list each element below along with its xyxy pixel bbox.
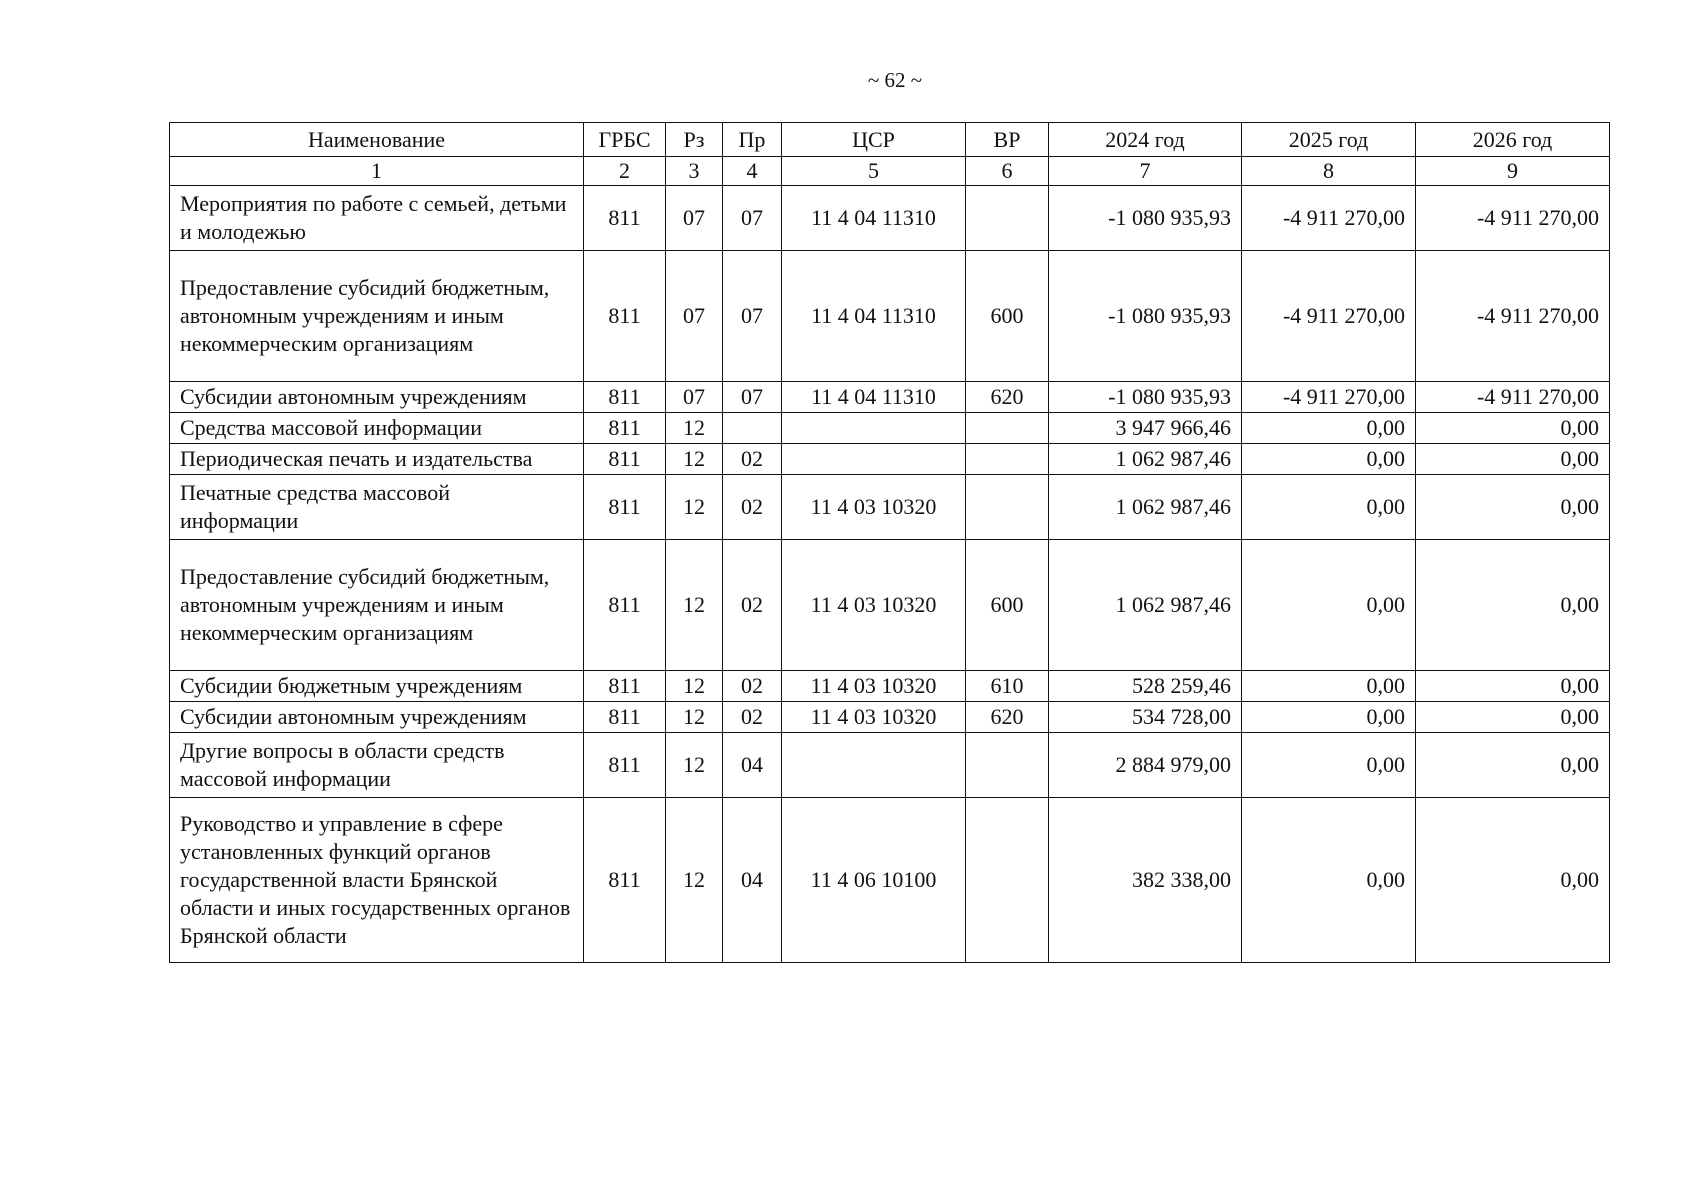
row-amount-2025: 0,00: [1242, 413, 1416, 444]
row-grbs: 811: [584, 671, 666, 702]
row-amount-2025: -4 911 270,00: [1242, 382, 1416, 413]
row-pr: 02: [723, 540, 782, 671]
row-rz: 12: [666, 475, 723, 540]
row-grbs: 811: [584, 382, 666, 413]
header-grbs: ГРБС: [584, 123, 666, 157]
row-amount-2026: 0,00: [1416, 540, 1610, 671]
table-row: [170, 413, 1610, 444]
row-amount-2025: 0,00: [1242, 444, 1416, 475]
header-2024: 2024 год: [1049, 123, 1242, 157]
row-amount-2026: 0,00: [1416, 702, 1610, 733]
row-name: Средства массовой информации: [170, 413, 584, 444]
row-vr: 620: [966, 382, 1049, 413]
row-amount-2024: -1 080 935,93: [1049, 186, 1242, 251]
column-number: 5: [782, 157, 966, 186]
row-grbs: 811: [584, 444, 666, 475]
row-pr: 02: [723, 702, 782, 733]
table-row: [170, 671, 1610, 702]
row-amount-2025: -4 911 270,00: [1242, 186, 1416, 251]
row-amount-2026: 0,00: [1416, 733, 1610, 798]
page-number: ~ 62 ~: [867, 68, 923, 92]
row-amount-2026: 0,00: [1416, 444, 1610, 475]
table-row: [170, 251, 1610, 382]
row-name: Руководство и управление в сфере установленных функций органов государственной власти Брянской области и иных государственных органов Брянской области: [170, 798, 584, 963]
row-amount-2026: -4 911 270,00: [1416, 186, 1610, 251]
row-amount-2025: 0,00: [1242, 540, 1416, 671]
row-amount-2025: 0,00: [1242, 702, 1416, 733]
column-number: 1: [170, 157, 584, 186]
row-grbs: 811: [584, 733, 666, 798]
row-name: Другие вопросы в области средств массовой информации: [170, 733, 584, 798]
row-vr: 620: [966, 702, 1049, 733]
row-pr: 02: [723, 475, 782, 540]
row-grbs: 811: [584, 475, 666, 540]
header-2025: 2025 год: [1242, 123, 1416, 157]
header-2026: 2026 год: [1416, 123, 1610, 157]
row-amount-2026: 0,00: [1416, 671, 1610, 702]
row-vr: [966, 413, 1049, 444]
table-row: [170, 382, 1610, 413]
row-name: Периодическая печать и издательства: [170, 444, 584, 475]
row-amount-2025: 0,00: [1242, 798, 1416, 963]
row-pr: 07: [723, 186, 782, 251]
row-rz: 12: [666, 798, 723, 963]
row-csr: 11 4 03 10320: [782, 540, 966, 671]
header-vr: ВР: [966, 123, 1049, 157]
column-number: 3: [666, 157, 723, 186]
row-rz: 12: [666, 702, 723, 733]
row-csr: [782, 413, 966, 444]
row-rz: 12: [666, 671, 723, 702]
row-grbs: 811: [584, 702, 666, 733]
row-amount-2024: 3 947 966,46: [1049, 413, 1242, 444]
row-name: Субсидии бюджетным учреждениям: [170, 671, 584, 702]
header-csr: ЦСР: [782, 123, 966, 157]
row-amount-2025: 0,00: [1242, 733, 1416, 798]
row-amount-2026: 0,00: [1416, 475, 1610, 540]
row-pr: 07: [723, 251, 782, 382]
row-csr: 11 4 04 11310: [782, 186, 966, 251]
row-pr: 04: [723, 733, 782, 798]
row-csr: 11 4 06 10100: [782, 798, 966, 963]
row-csr: 11 4 03 10320: [782, 671, 966, 702]
row-rz: 07: [666, 382, 723, 413]
row-vr: [966, 475, 1049, 540]
row-vr: [966, 798, 1049, 963]
table-row: [170, 186, 1610, 251]
row-rz: 12: [666, 413, 723, 444]
row-amount-2024: 528 259,46: [1049, 671, 1242, 702]
table-row: [170, 702, 1610, 733]
row-grbs: 811: [584, 798, 666, 963]
column-number: 6: [966, 157, 1049, 186]
table-row: [170, 475, 1610, 540]
row-name: Мероприятия по работе с семьей, детьми и молодежью: [170, 186, 584, 251]
row-amount-2024: 1 062 987,46: [1049, 475, 1242, 540]
row-pr: [723, 413, 782, 444]
row-grbs: 811: [584, 540, 666, 671]
row-amount-2024: 2 884 979,00: [1049, 733, 1242, 798]
row-vr: 610: [966, 671, 1049, 702]
row-amount-2024: 1 062 987,46: [1049, 540, 1242, 671]
row-pr: 02: [723, 671, 782, 702]
row-name: Предоставление субсидий бюджетным, автономным учреждениям и иным некоммерческим организациям: [170, 540, 584, 671]
row-grbs: 811: [584, 186, 666, 251]
row-amount-2024: -1 080 935,93: [1049, 382, 1242, 413]
header-rz: Рз: [666, 123, 723, 157]
header-pr: Пр: [723, 123, 782, 157]
column-number: 7: [1049, 157, 1242, 186]
column-number: 4: [723, 157, 782, 186]
table-row: [170, 444, 1610, 475]
row-rz: 07: [666, 186, 723, 251]
row-csr: [782, 733, 966, 798]
row-rz: 07: [666, 251, 723, 382]
row-name: Субсидии автономным учреждениям: [170, 382, 584, 413]
row-vr: 600: [966, 540, 1049, 671]
row-grbs: 811: [584, 413, 666, 444]
row-vr: 600: [966, 251, 1049, 382]
budget-table: [169, 122, 1610, 963]
row-pr: 07: [723, 382, 782, 413]
row-rz: 12: [666, 733, 723, 798]
row-name: Предоставление субсидий бюджетным, автономным учреждениям и иным некоммерческим организациям: [170, 251, 584, 382]
row-amount-2026: 0,00: [1416, 413, 1610, 444]
row-pr: 04: [723, 798, 782, 963]
row-amount-2025: -4 911 270,00: [1242, 251, 1416, 382]
row-amount-2024: 534 728,00: [1049, 702, 1242, 733]
row-rz: 12: [666, 540, 723, 671]
column-number-row: [170, 157, 1610, 186]
row-csr: 11 4 03 10320: [782, 702, 966, 733]
row-amount-2025: 0,00: [1242, 475, 1416, 540]
table-row: [170, 798, 1610, 963]
row-csr: 11 4 04 11310: [782, 382, 966, 413]
row-csr: 11 4 03 10320: [782, 475, 966, 540]
row-name: Печатные средства массовой информации: [170, 475, 584, 540]
row-vr: [966, 733, 1049, 798]
header-name: Наименование: [170, 123, 584, 157]
row-vr: [966, 444, 1049, 475]
row-grbs: 811: [584, 251, 666, 382]
row-amount-2026: -4 911 270,00: [1416, 382, 1610, 413]
row-csr: [782, 444, 966, 475]
row-amount-2024: -1 080 935,93: [1049, 251, 1242, 382]
row-amount-2025: 0,00: [1242, 671, 1416, 702]
row-amount-2024: 382 338,00: [1049, 798, 1242, 963]
row-amount-2026: 0,00: [1416, 798, 1610, 963]
column-number: 8: [1242, 157, 1416, 186]
table-row: [170, 540, 1610, 671]
row-pr: 02: [723, 444, 782, 475]
column-number: 9: [1416, 157, 1610, 186]
row-vr: [966, 186, 1049, 251]
row-csr: 11 4 04 11310: [782, 251, 966, 382]
row-rz: 12: [666, 444, 723, 475]
row-name: Субсидии автономным учреждениям: [170, 702, 584, 733]
row-amount-2024: 1 062 987,46: [1049, 444, 1242, 475]
row-amount-2026: -4 911 270,00: [1416, 251, 1610, 382]
table-row: [170, 733, 1610, 798]
header-row: [170, 123, 1610, 157]
column-number: 2: [584, 157, 666, 186]
